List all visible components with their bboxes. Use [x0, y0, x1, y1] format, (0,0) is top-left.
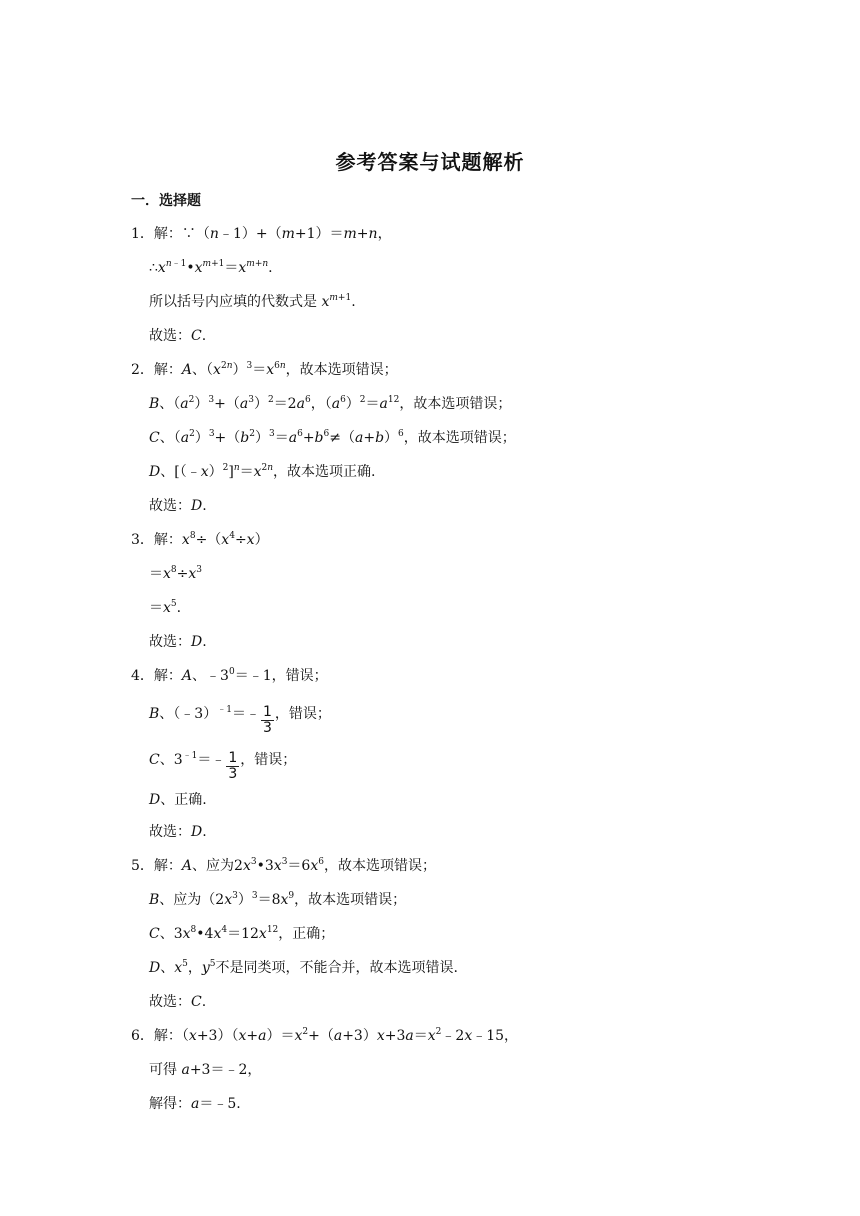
q3-line-2: $=x^8\div x^3$: [149, 565, 203, 582]
q3-line-3: $=x^5$.: [149, 599, 182, 616]
q5-head: 解：: [153, 858, 182, 874]
fraction-one-third: $\frac{1}{3}$: [228, 750, 238, 782]
q2-number: 2．: [131, 362, 154, 378]
q4-answer: 故选：D.: [149, 824, 207, 840]
q4-head: 解：: [153, 668, 182, 684]
q1-head: 解：: [153, 226, 182, 242]
q1-line-1: 1．解：∵（n﹣1）+（m+1）＝m+n，: [131, 226, 392, 242]
q2-line-b: B、$(a^2)^3+(a^3)^2=2a^6$，$(a^6)^2=a^{12}$，故本选项错误；: [149, 395, 512, 412]
q5-answer: 故选：C.: [149, 994, 207, 1010]
q5-line-1: 5．解：A、应为$2x^3•3x^3=6x^6$，故本选项错误；: [131, 857, 436, 874]
q6-line-2: 可得 a+3＝﹣2，: [149, 1062, 262, 1078]
q4-line-d: D、正确.: [149, 792, 207, 808]
q3-number: 3．: [131, 532, 154, 548]
q3-head: 解：: [153, 532, 182, 548]
fraction-one-third: $\frac{1}{3}$: [262, 704, 272, 736]
q2-line-d: D、$[(﹣x)^2]^n=x^{2n}$，故本选项正确.: [149, 463, 376, 480]
q4-line-1: 4．解：A、$﹣3^0=﹣1$，错误；: [131, 667, 328, 684]
q4-line-c: C、$3^{﹣1}=﹣$ $\frac{1}{3}$ ，错误；: [149, 750, 297, 782]
q1-answer: 故选：C.: [149, 328, 207, 344]
q6-line-1: 6．解：$(x+3)(x+a)=x^2+(a+3)x+3a=x^2﹣2x﹣15$，: [131, 1027, 519, 1044]
q2-head: 解：: [153, 362, 182, 378]
q6-head: 解：: [153, 1028, 182, 1044]
q3-line-1: 3．解：$x^8\div(x^4\div x)$: [131, 531, 269, 548]
q1-number: 1．: [131, 226, 154, 242]
q5-line-c: C、$3x^8•4x^4=12x^{12}$，正确；: [149, 925, 335, 942]
q1-line-2: $\therefore x^{n﹣1}•x^{m+1}=x^{m+n}$.: [149, 259, 273, 276]
page-title: 参考答案与试题解析: [335, 150, 525, 174]
q2-line-c: C、$(a^2)^3+(b^2)^3=a^6+b^6\ne(a+b)^6$，故本选项错误；: [149, 429, 516, 446]
q5-line-d: D、$x^5$，$y^5$不是同类项，不能合并，故本选项错误.: [149, 959, 458, 976]
q4-number: 4．: [131, 668, 154, 684]
q6-line-3: 解得：a＝﹣5.: [149, 1096, 241, 1112]
q4-line-b: B、（﹣3）$^{﹣1}$＝﹣ $\frac{1}{3}$ ，错误；: [149, 704, 331, 736]
q2-line-1: 2．解：A、$(x^{2n})^3=x^{6n}$，故本选项错误；: [131, 361, 398, 378]
q5-number: 5．: [131, 858, 154, 874]
q1-line-3: 所以括号内应填的代数式是 $x^{m+1}$.: [149, 293, 356, 310]
section-heading: 一．选择题: [131, 193, 201, 209]
q5-line-b: B、应为$(2x^3)^3=8x^9$，故本选项错误；: [149, 891, 407, 908]
q3-answer: 故选：D.: [149, 634, 207, 650]
q2-answer: 故选：D.: [149, 498, 207, 514]
q6-number: 6．: [131, 1028, 154, 1044]
